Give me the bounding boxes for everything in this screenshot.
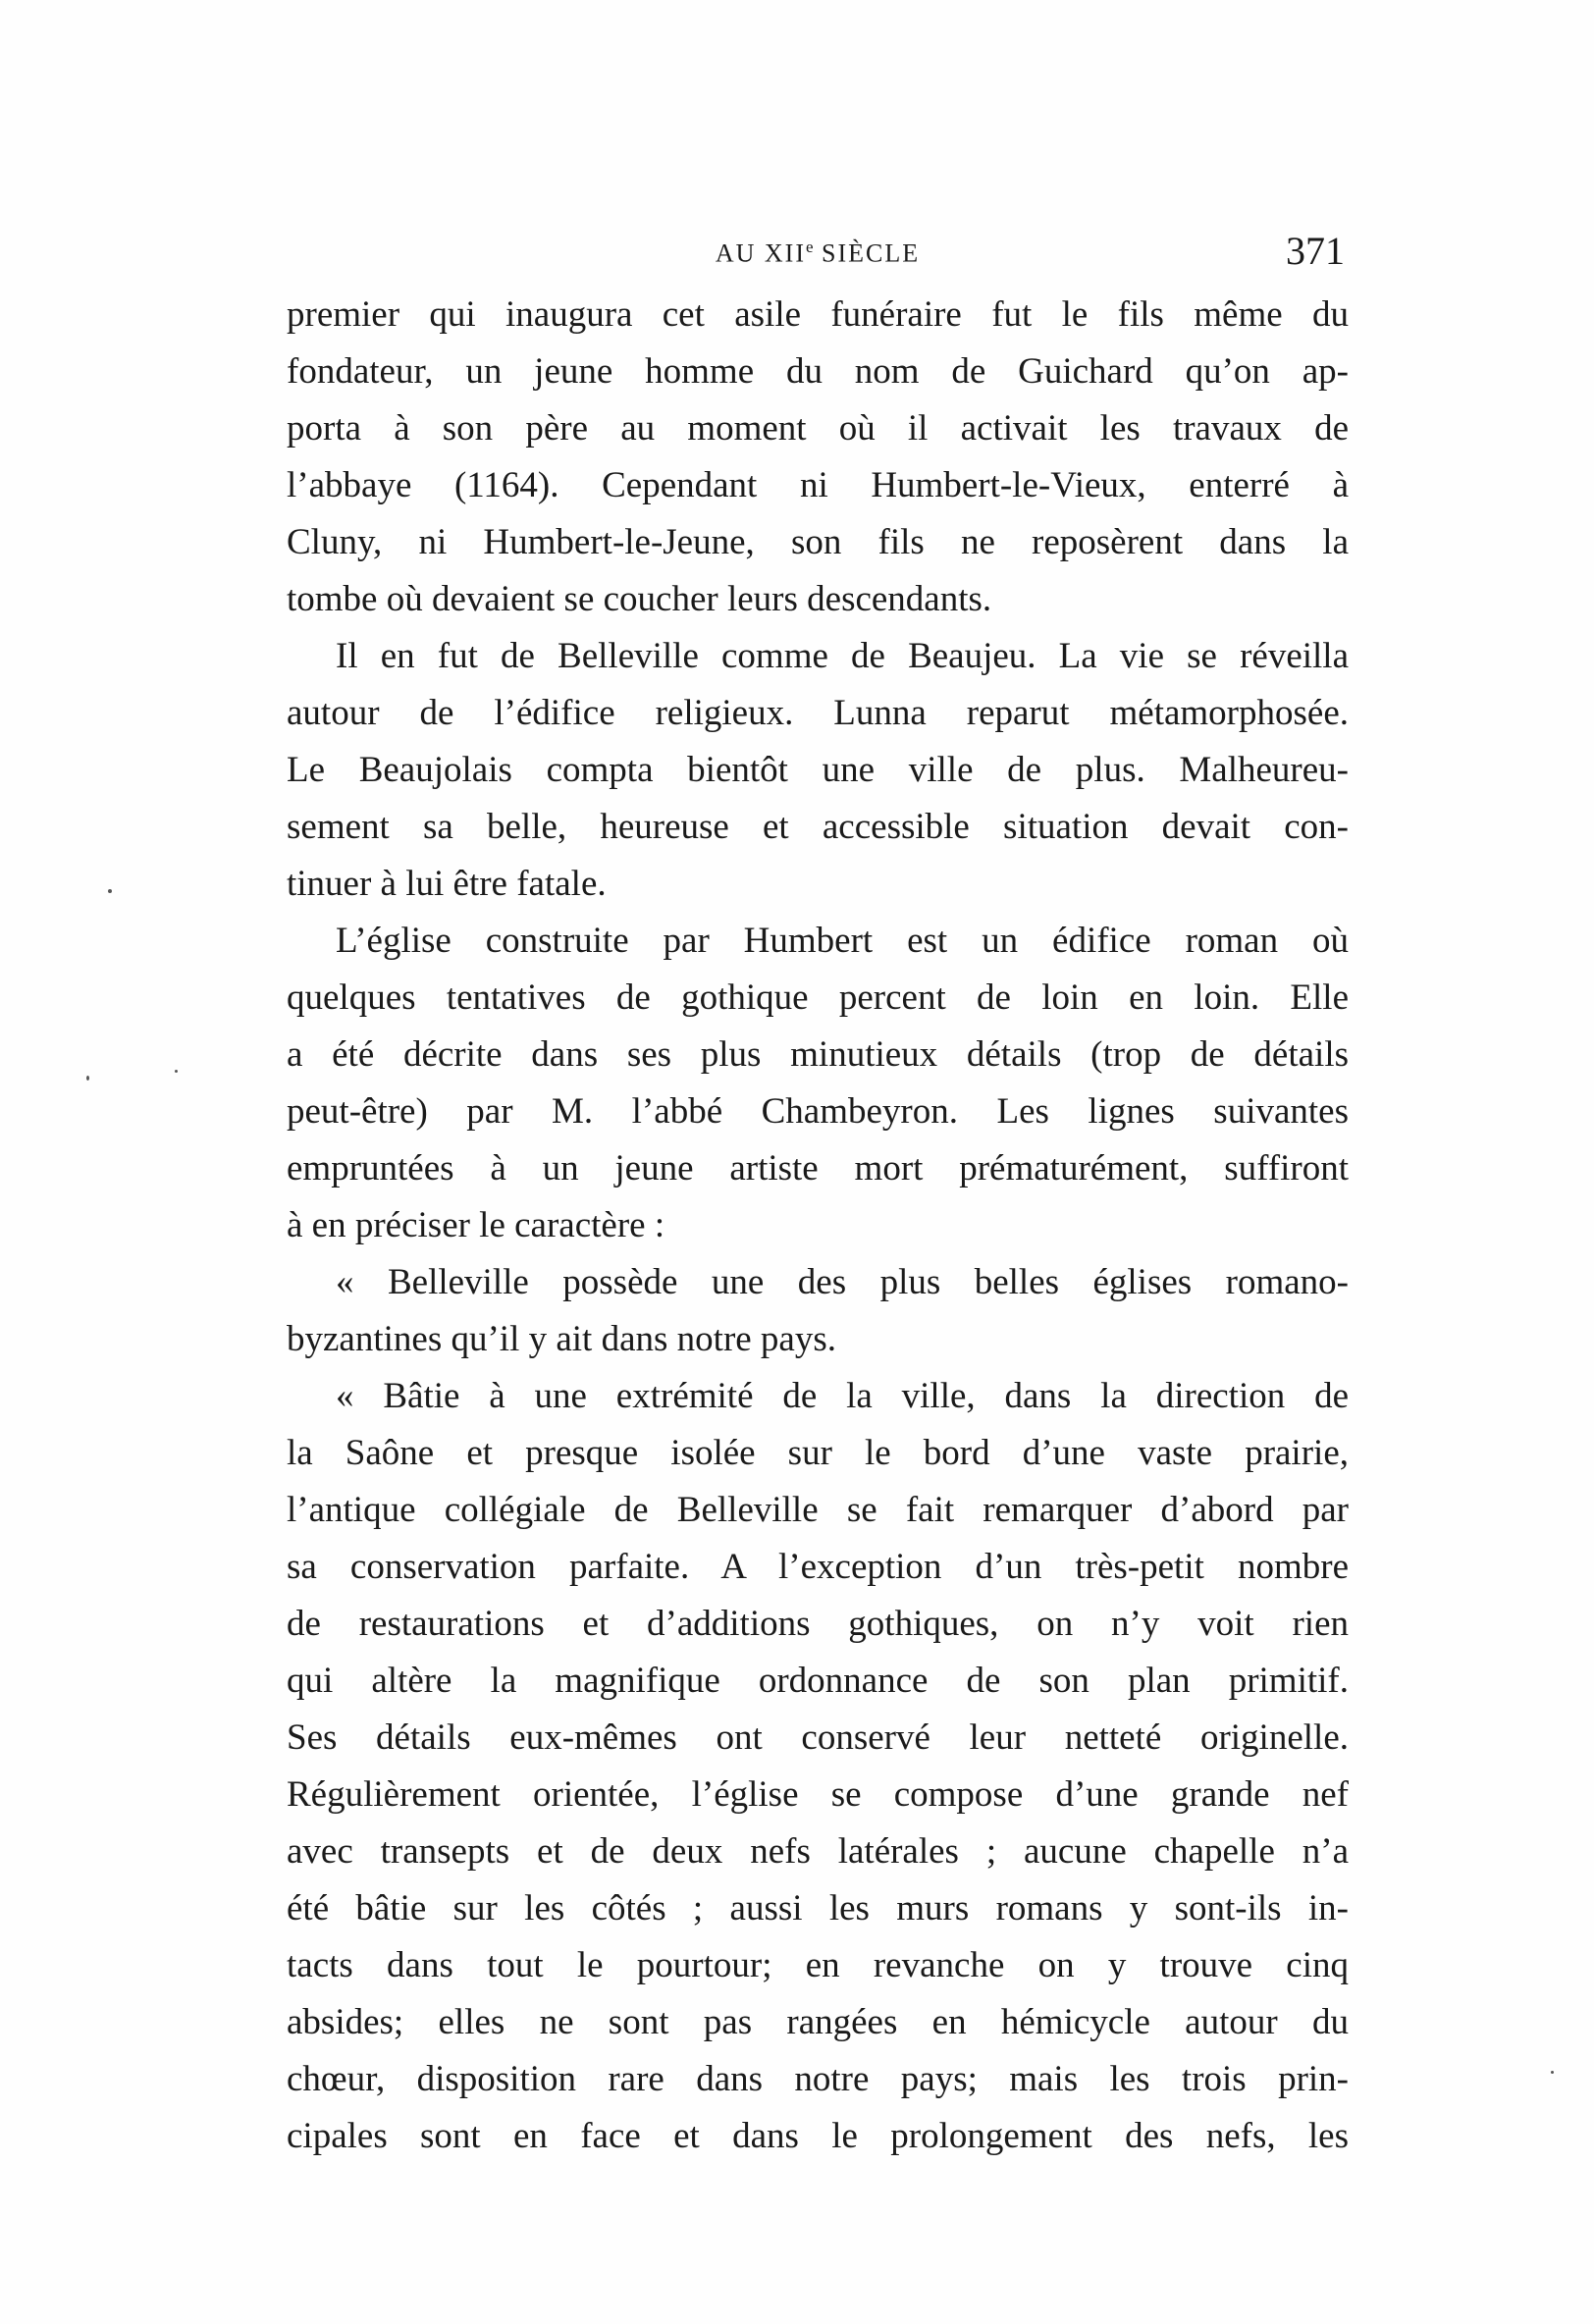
scan-speck [1551, 2071, 1554, 2074]
text-line: été bâtie sur les côtés ; aussi les murs romans y sont-ils in- [287, 1888, 1349, 1928]
text-line: empruntées à un jeune artiste mort prématurément, suffiront [287, 1148, 1349, 1188]
text-line: quelques tentatives de gothique percent de loin en loin. Elle [287, 977, 1349, 1018]
text-line: tinuer à lui être fatale. [287, 864, 607, 904]
text-line: porta à son père au moment où il activait les travaux de [287, 408, 1349, 449]
text-line: tacts dans tout le pourtour; en revanche on y trouve cinq [287, 1945, 1349, 1985]
running-title-superscript: e [806, 238, 814, 256]
text-line: fondateur, un jeune homme du nom de Guichard qu’on ap- [287, 351, 1349, 392]
text-line: de restaurations et d’additions gothiques, on n’y voit rien [287, 1604, 1349, 1644]
text-line: l’abbaye (1164). Cependant ni Humbert-le-Vieux, enterré à [287, 465, 1349, 505]
running-title-text: AU XII [715, 238, 806, 268]
text-line: sa conservation parfaite. A l’exception d’un très-petit nombre [287, 1547, 1349, 1587]
text-line: « Belleville possède une des plus belles églises romano- [336, 1262, 1349, 1302]
scan-speck [86, 1076, 89, 1081]
running-title-end: SIÈCLE [813, 238, 921, 268]
text-line: la Saône et presque isolée sur le bord d’une vaste prairie, [287, 1433, 1349, 1473]
text-line: Le Beaujolais compta bientôt une ville de plus. Malheureu- [287, 750, 1349, 790]
text-line: absides; elles ne sont pas rangées en hémicycle autour du [287, 2002, 1349, 2042]
text-line: byzantines qu’il y ait dans notre pays. [287, 1319, 837, 1359]
text-line: Régulièrement orientée, l’église se compose d’une grande nef [287, 1774, 1349, 1815]
text-line: autour de l’édifice religieux. Lunna reparut métamorphosée. [287, 693, 1349, 733]
running-head [287, 228, 1349, 277]
text-line: premier qui inaugura cet asile funéraire fut le fils même du [287, 294, 1349, 335]
text-line: L’église construite par Humbert est un édifice roman où [336, 921, 1349, 961]
text-line: Il en fut de Belleville comme de Beaujeu. La vie se réveilla [336, 636, 1349, 676]
text-line: avec transepts et de deux nefs latérales ; aucune chapelle n’a [287, 1831, 1349, 1872]
text-line: Cluny, ni Humbert-le-Jeune, son fils ne reposèrent dans la [287, 522, 1349, 562]
text-line: Ses détails eux-mêmes ont conservé leur netteté originelle. [287, 1717, 1349, 1758]
scan-speck [175, 1070, 178, 1073]
scan-speck [108, 889, 112, 893]
text-line: a été décrite dans ses plus minutieux détails (trop de détails [287, 1034, 1349, 1075]
text-line: « Bâtie à une extrémité de la ville, dans la direction de [336, 1376, 1349, 1416]
body-text [287, 287, 1349, 2165]
running-title [287, 238, 1349, 269]
page-number: 371 [1286, 229, 1345, 273]
text-line: à en préciser le caractère : [287, 1205, 665, 1245]
text-line: cipales sont en face et dans le prolongement des nefs, les [287, 2116, 1349, 2156]
text-line: qui altère la magnifique ordonnance de son plan primitif. [287, 1661, 1349, 1701]
text-line: l’antique collégiale de Belleville se fait remarquer d’abord par [287, 1490, 1349, 1530]
text-line: tombe où devaient se coucher leurs descendants. [287, 579, 992, 619]
text-line: chœur, disposition rare dans notre pays; mais les trois prin- [287, 2059, 1349, 2099]
text-line: peut-être) par M. l’abbé Chambeyron. Les lignes suivantes [287, 1091, 1349, 1132]
text-line: sement sa belle, heureuse et accessible situation devait con- [287, 807, 1349, 847]
